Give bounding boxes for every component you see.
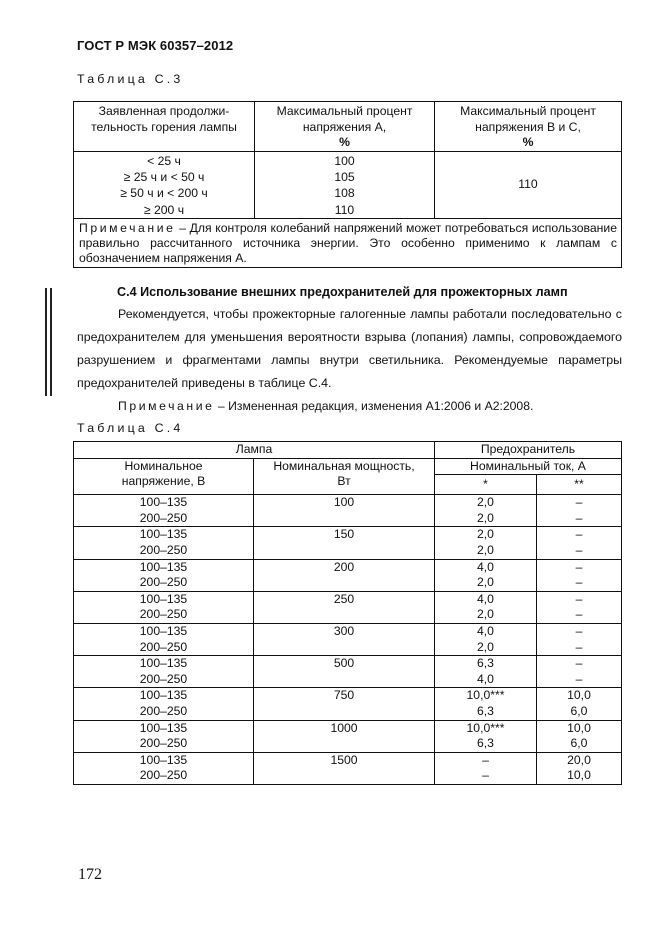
power-cell: 750 <box>254 688 435 720</box>
table-c3-caption: Таблица С.3 <box>77 72 184 86</box>
table-c3-percent-bc: 110 <box>435 151 622 219</box>
table-row <box>74 559 622 591</box>
table-c3-duration-4: ≥ 200 ч <box>143 202 185 217</box>
table-row <box>74 591 622 623</box>
change-bar-right <box>50 288 52 396</box>
voltage-cell: 100–135 200–250 <box>74 720 254 752</box>
fuse-current-2-cell: 10,0 6,0 <box>537 720 622 752</box>
table-c3-header-percent-bc: Максимальный процент напряжения В и С, % <box>435 102 622 152</box>
table-c4-header-power: Номинальная мощность, Вт <box>254 458 435 495</box>
change-bar-left <box>45 288 47 396</box>
power-cell: 100 <box>254 495 435 527</box>
document-header: ГОСТ Р МЭК 60357–2012 <box>77 38 234 53</box>
table-c3-percent-a: 100 105 108 110 <box>255 151 435 219</box>
fuse-current-1-cell: 2,0 2,0 <box>435 527 537 559</box>
voltage-cell: 100–135 200–250 <box>74 656 254 688</box>
table-row <box>74 688 622 720</box>
section-paragraph: Рекомендуется, чтобы прожекторные галогенные лампы работали последовательно с предохранителем для уменьшения вероятности взрыва (лопания) лампы, сопровождаемого разрушением и фрагментами лампы внутри светильника. Рекомендуемые параметры предохранителей приведены в таблице С.4. <box>77 307 622 390</box>
table-c3-header-percent-a: Максимальный процент напряжения А, % <box>255 102 435 152</box>
fuse-current-2-cell: – – <box>537 495 622 527</box>
table-c3-durations <box>74 151 255 219</box>
fuse-current-1-cell: 10,0*** 6,3 <box>435 688 537 720</box>
table-c4-subheader-1: * <box>435 475 537 495</box>
table-c4-body <box>74 495 622 785</box>
section-note: Примечание – Измененная редакция, изменения А1:2006 и А2:2008. <box>118 399 534 413</box>
fuse-current-2-cell: – – <box>537 591 622 623</box>
table-row <box>74 623 622 655</box>
fuse-current-2-cell: – – <box>537 623 622 655</box>
power-cell: 150 <box>254 527 435 559</box>
table-row <box>74 495 622 527</box>
table-c3-note-text: – Для контроля колебаний напряжений может потребоваться использование правильно рассчитанного источника энергии. Это особенно применимо к лампам с обозначением напряжения А. <box>79 221 617 266</box>
table-c4 <box>73 441 622 785</box>
table-c4-header-current: Номинальный ток, А <box>435 458 622 475</box>
fuse-current-1-cell: – – <box>435 752 537 784</box>
fuse-current-2-cell: – – <box>537 527 622 559</box>
table-c4-group-fuse: Предохранитель <box>435 442 622 459</box>
table-row <box>74 720 622 752</box>
voltage-cell: 100–135 200–250 <box>74 752 254 784</box>
voltage-cell: 100–135 200–250 <box>74 559 254 591</box>
table-row <box>74 527 622 559</box>
table-row <box>74 752 622 784</box>
fuse-current-1-cell: 4,0 2,0 <box>435 591 537 623</box>
table-c3-duration-3: ≥ 50 ч и < 200 ч <box>120 186 208 201</box>
table-c3-note <box>74 219 622 268</box>
fuse-current-2-cell: – – <box>537 559 622 591</box>
power-cell: 1500 <box>254 752 435 784</box>
table-row <box>74 656 622 688</box>
fuse-current-2-cell: – – <box>537 656 622 688</box>
fuse-current-2-cell: 10,0 6,0 <box>537 688 622 720</box>
voltage-cell: 100–135 200–250 <box>74 623 254 655</box>
table-c3-duration-1: < 25 ч <box>147 153 181 168</box>
fuse-current-1-cell: 4,0 2,0 <box>435 623 537 655</box>
section-title: С.4 Использование внешних предохранителей для прожекторных ламп <box>117 285 568 299</box>
table-c4-subheader-2: ** <box>537 475 622 495</box>
fuse-current-2-cell: 20,0 10,0 <box>537 752 622 784</box>
table-c3 <box>73 101 622 268</box>
voltage-cell: 100–135 200–250 <box>74 591 254 623</box>
table-c4-header-voltage: Номинальное напряжение, В <box>74 458 254 495</box>
table-c3-note-label: Примечание <box>79 221 176 236</box>
fuse-current-1-cell: 4,0 2,0 <box>435 559 537 591</box>
table-c3-header-duration: Заявленная продолжи- тельность горения лампы <box>74 102 255 152</box>
power-cell: 300 <box>254 623 435 655</box>
page-number: 172 <box>78 866 102 883</box>
voltage-cell: 100–135 200–250 <box>74 527 254 559</box>
voltage-cell: 100–135 200–250 <box>74 495 254 527</box>
voltage-cell: 100–135 200–250 <box>74 688 254 720</box>
table-c4-group-lamp: Лампа <box>74 442 435 459</box>
fuse-current-1-cell: 10,0*** 6,3 <box>435 720 537 752</box>
table-c4-caption: Таблица С.4 <box>77 421 184 435</box>
power-cell: 200 <box>254 559 435 591</box>
power-cell: 250 <box>254 591 435 623</box>
fuse-current-1-cell: 2,0 2,0 <box>435 495 537 527</box>
table-c3-duration-2: ≥ 25 ч и < 50 ч <box>123 169 205 184</box>
power-cell: 1000 <box>254 720 435 752</box>
power-cell: 500 <box>254 656 435 688</box>
fuse-current-1-cell: 6,3 4,0 <box>435 656 537 688</box>
